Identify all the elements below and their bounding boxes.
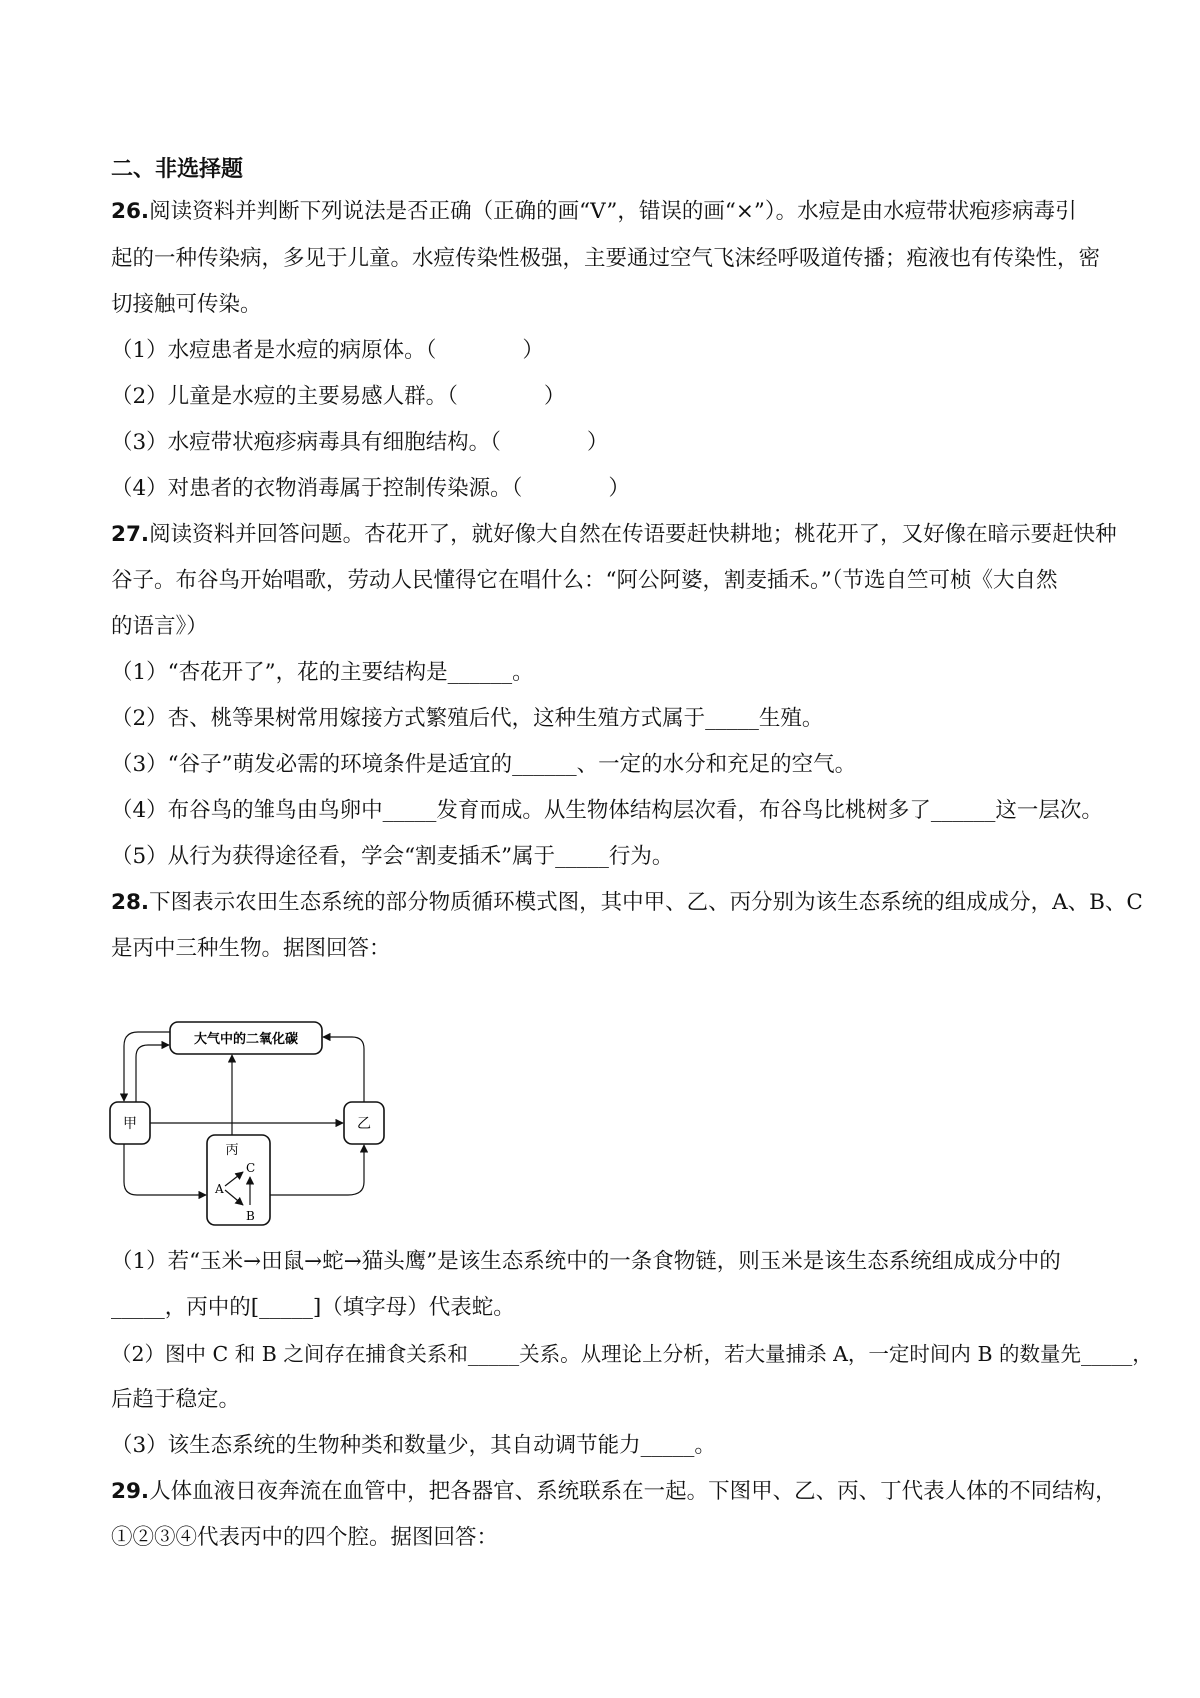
consumer-label: 丙: [225, 1143, 239, 1158]
node-a-label: A: [215, 1182, 224, 1196]
producer-label: 甲: [123, 1116, 137, 1132]
q27-item-4: （4）布谷鸟的雏鸟由鸟卵中_____发育而成。从生物体结构层次看，布谷鸟比桃树多了______这一层次。: [111, 798, 1103, 823]
atmosphere-co2-label: 大气中的二氧化碳: [193, 1032, 299, 1047]
q28-item-2-line-2: 后趋于稳定。: [111, 1387, 241, 1412]
q26-stem-line-2: 起的一种传染病，多见于儿童。水痘传染性极强，主要通过空气飞沫经呼吸道传播；疱液也有传染性，密: [111, 246, 1101, 271]
arrow-decomposer-to-co2: [323, 1037, 364, 1102]
q26-stem-line-3: 切接触可传染。: [111, 292, 262, 317]
q28-item-1-line-1: （1）若“玉米→田鼠→蛇→猫头鹰”是该生态系统中的一条食物链，则玉米是该生态系统组成成分中的: [111, 1249, 1061, 1274]
q26-item-2: （2）儿童是水痘的主要易感人群。（ ）: [111, 384, 566, 409]
section-title: 二、非选择题: [111, 157, 244, 182]
q27-stem-line-1: [111, 520, 1117, 550]
q26-stem-line-1: [111, 197, 1101, 227]
q28-item-1-line-2: _____，丙中的[_____]（填字母）代表蛇。: [111, 1295, 515, 1320]
arrow-producer-to-co2: [136, 1045, 169, 1102]
q29-stem-line-1: [111, 1477, 1117, 1507]
arrow-consumer-to-decomposer: [270, 1145, 364, 1195]
q28-number: 28.: [111, 890, 150, 915]
arrow-co2-to-producer: [124, 1032, 170, 1101]
q28-item-3: （3）该生态系统的生物种类和数量少，其自动调节能力_____。: [111, 1433, 716, 1458]
q26-item-1: （1）水痘患者是水痘的病原体。（ ）: [111, 338, 544, 363]
q26-stem-text-1: 阅读资料并判断下列说法是否正确（正确的画“V”，错误的画“×”）。水痘是由水痘带状疱疹病毒引: [149, 199, 1077, 224]
q27-item-2: （2）杏、桃等果树常用嫁接方式繁殖后代，这种生殖方式属于_____生殖。: [111, 706, 824, 731]
arrow-producer-to-consumer: [124, 1144, 206, 1195]
q27-stem-line-2: 谷子。布谷鸟开始唱歌，劳动人民懂得它在唱什么：“阿公阿婆，割麦插禾。”（节选自竺可桢《大自然: [111, 568, 1058, 593]
q28-stem-line-2: 是丙中三种生物。据图回答：: [111, 936, 391, 961]
q26-item-3: （3）水痘带状疱疹病毒具有细胞结构。（ ）: [111, 430, 609, 455]
q28-stem-text-1: 下图表示农田生态系统的部分物质循环模式图，其中甲、乙、丙分别为该生态系统的组成成分，A、B、C: [149, 890, 1143, 915]
q28-stem-line-1: [111, 888, 1143, 918]
q27-number: 27.: [111, 522, 150, 547]
node-c-label: C: [246, 1161, 256, 1175]
carbon-cycle-diagram: [108, 1017, 388, 1237]
q29-number: 29.: [111, 1479, 150, 1504]
q27-item-3: （3）“谷子”萌发必需的环境条件是适宜的______、一定的水分和充足的空气。: [111, 752, 857, 777]
q29-stem-line-2: ①②③④代表丙中的四个腔。据图回答：: [111, 1525, 499, 1550]
q26-item-4: （4）对患者的衣物消毒属于控制传染源。（ ）: [111, 476, 630, 501]
q27-item-5: （5）从行为获得途径看，学会“割麦插禾”属于_____行为。: [111, 844, 674, 869]
q27-stem-line-3: 的语言》）: [111, 614, 208, 639]
q28-item-2-line-1: （2）图中 C 和 B 之间存在捕食关系和_____关系。从理论上分析，若大量捕杀 A，一定时间内 B 的数量先_____，: [111, 1342, 1153, 1366]
q27-item-1: （1）“杏花开了”，花的主要结构是______。: [111, 660, 534, 685]
q26-number: 26.: [111, 199, 150, 224]
node-b-label: B: [246, 1209, 255, 1223]
q29-stem-text-1: 人体血液日夜奔流在血管中，把各器官、系统联系在一起。下图甲、乙、丙、丁代表人体的不同结构，: [149, 1479, 1117, 1504]
decomposer-label: 乙: [357, 1116, 371, 1132]
q27-stem-text-1: 阅读资料并回答问题。杏花开了，就好像大自然在传语要赶快耕地；桃花开了，又好像在暗示要赶快种: [149, 522, 1117, 547]
